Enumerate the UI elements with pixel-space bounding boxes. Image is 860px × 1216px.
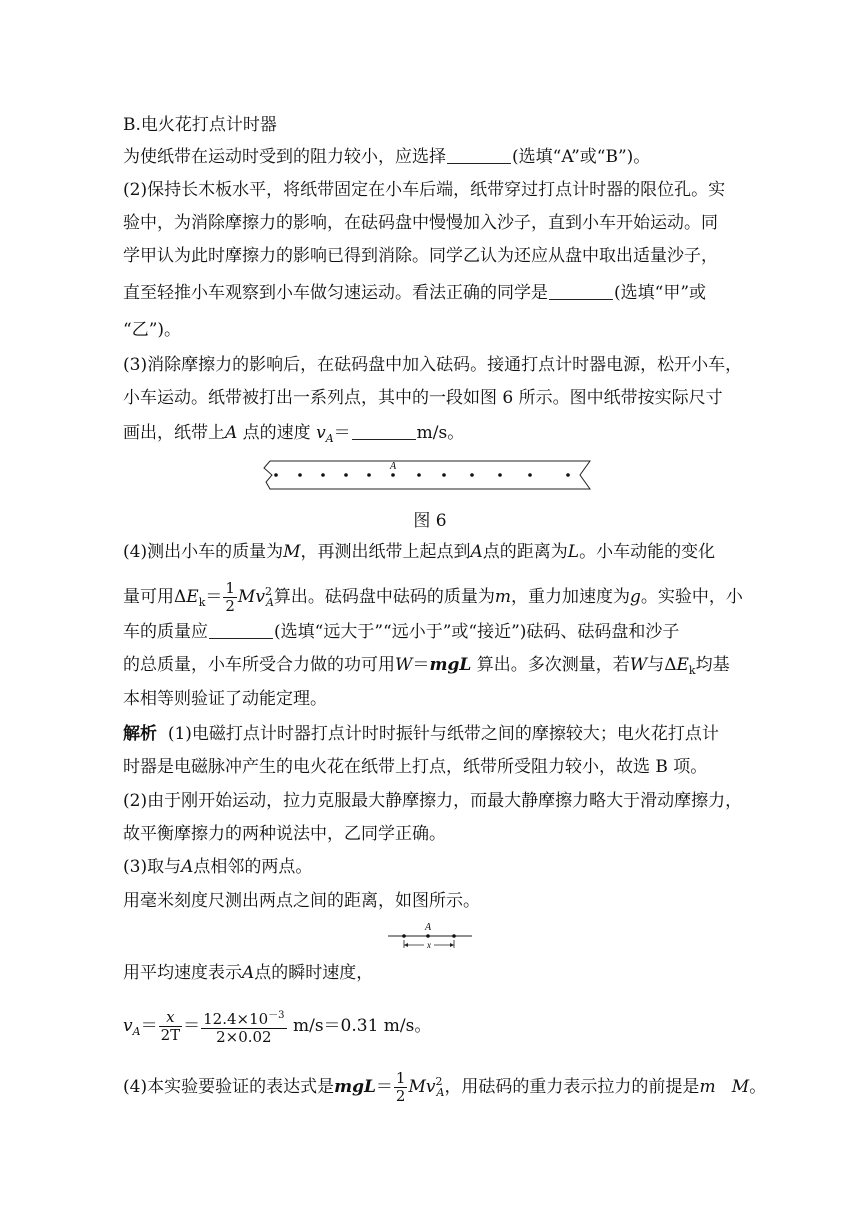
text-line-9: 小车运动。纸带被打出一系列点，其中的一段如图 6 所示。图中纸带按实际尺寸 (123, 388, 723, 408)
text-line-6: 直至轻推小车观察到小车做匀速运动。看法正确的同学是 (选填“甲”或 (123, 283, 707, 303)
text-line-11: (4)测出小车的质量为M，再测出纸带上起点到A点的距离为L。小车动能的变化 (123, 542, 716, 562)
tape-dot (442, 473, 446, 477)
tape-dot (321, 473, 325, 477)
fraction-half-2: $\frac{1}{2}$ (395, 1069, 406, 1105)
fraction-x-over-2T: $\frac{x}{2T}$ (160, 1008, 181, 1044)
text-line-7: “乙”)。 (123, 320, 182, 340)
tape-dot (367, 473, 371, 477)
text-line-1: B.电火花打点计时器 (123, 115, 277, 135)
solution-line-7: 用平均速度表示A点的瞬时速度， (123, 963, 374, 983)
text-line-13: 车的质量应 (选填“远大于”“远小于”或“接近”)砝码、砝码盘和沙子 (123, 622, 680, 642)
answer-blank-2 (549, 283, 613, 300)
text-line-4: 验中，为消除摩擦力的影响，在砝码盘中慢慢加入沙子，直到小车开始运动。同 (123, 213, 718, 233)
fraction-half: $\frac{1}{2}$ (225, 579, 235, 615)
figure-label-x: x (427, 940, 431, 950)
tape-dot (274, 473, 278, 477)
tape-dot-A (391, 473, 395, 477)
tape-dot (566, 473, 570, 477)
paper-tape-figure (262, 455, 598, 495)
figure-caption: 图 6 (413, 511, 447, 531)
text-line-12: 量可用$\Delta E_k=$ $\frac{1}{2}$ $Mv^2_A$算出。砝码盘中砝码的质量为m，重力加速度为g。实验中，小 (123, 579, 743, 615)
solution-line-6: 用毫米刻度尺测出两点之间的距离，如图所示。 (123, 891, 480, 911)
fraction-value: $\frac{12.4\times 10^{-3}}{2\times 0.02}$ (201, 1007, 286, 1046)
solution-line-4: 故平衡摩擦力的两种说法中，乙同学正确。 (123, 824, 446, 844)
tape-dot (417, 473, 421, 477)
answer-blank-3 (352, 423, 416, 440)
solution-line-8: (4)本实验要验证的表达式是mgL＝ $\frac{1}{2}$ $Mv^2_A$，用砝码的重力表示拉力的前提是m M。 (123, 1069, 767, 1105)
text-line-10: 画出，纸带上A 点的速度 $v_A= m/s$。 (123, 423, 465, 445)
solution-label: 解析 (123, 724, 157, 744)
solution-line-2: 时器是电磁脉冲产生的电火花在纸带上打点，纸带所受阻力较小，故选 B 项。 (123, 757, 708, 777)
solution-line-3: (2)由于刚开始运动，拉力克服最大静摩擦力，而最大静摩擦力略大于滑动摩擦力， (123, 791, 743, 811)
tape-dot (528, 473, 532, 477)
text-line-15: 本相等则验证了动能定理。 (123, 689, 327, 709)
answer-blank-1 (447, 147, 511, 164)
solution-line-1: 解析 (1)电磁打点计时器打点计时时振针与纸带之间的摩擦较大；电火花打点计 (123, 724, 719, 744)
text-line-8: (3)消除摩擦力的影响后，在砝码盘中加入砝码。接通打点计时器电源，松开小车， (123, 355, 743, 375)
figure-label-A: A (425, 922, 432, 933)
distance-figure (388, 920, 474, 950)
text-line-3: (2)保持长木板水平，将纸带固定在小车后端，纸带穿过打点计时器的限位孔。实 (123, 180, 726, 200)
tape-dot (498, 473, 502, 477)
solution-line-5: (3)取与A点相邻的两点。 (123, 857, 313, 877)
text-line-2: 为使纸带在运动时受到的阻力较小，应选择 (选填“A”或“B”)。 (123, 147, 651, 167)
tape-dot (344, 473, 348, 477)
answer-blank-4 (209, 622, 273, 639)
tape-label-A: A (390, 461, 397, 472)
text-line-5: 学甲认为此时摩擦力的影响已得到消除。同学乙认为还应从盘中取出适量沙子， (123, 246, 718, 266)
velocity-equation: $v_A=$ $\frac{x}{2T}$ ＝ $\frac{12.4\times 10^{-3}}{2\times 0.02}$ m/s＝0.31 m/s。 (123, 1008, 432, 1046)
text-line-14: 的总质量，小车所受合力做的功可用W＝mgL 算出。多次测量，若W与$\Delta E_k$均基 (123, 655, 730, 677)
tape-dot (298, 473, 302, 477)
tape-dot (470, 473, 474, 477)
